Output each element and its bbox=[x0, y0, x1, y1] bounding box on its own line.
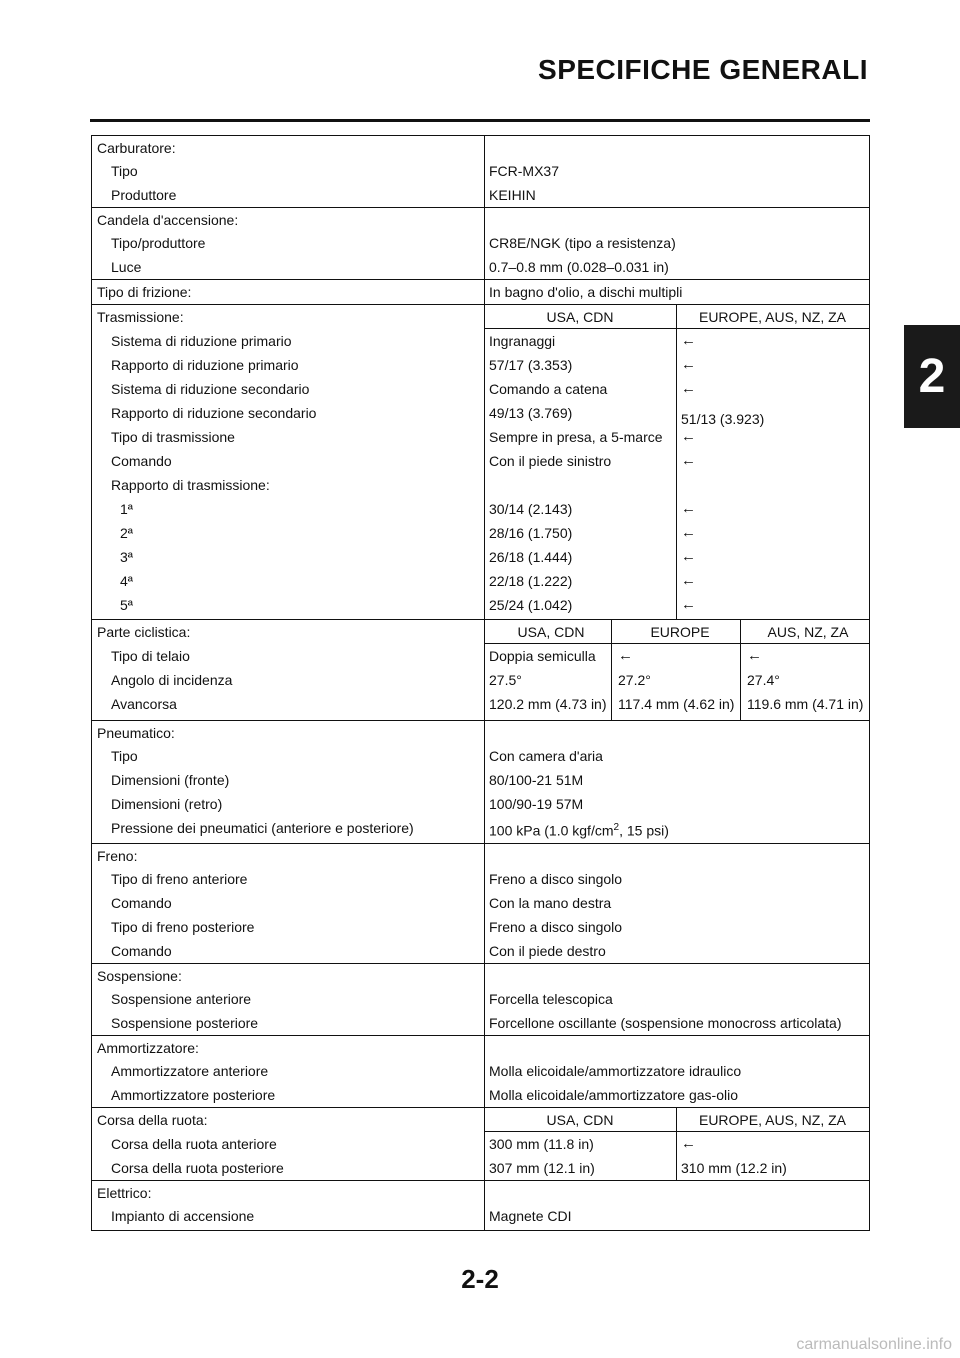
same-as-left-arrow: ← bbox=[681, 500, 696, 517]
same-as-left-arrow: ← bbox=[747, 647, 762, 664]
column-header: EUROPE, AUS, NZ, ZA bbox=[698, 309, 847, 325]
column-header: USA, CDN bbox=[546, 309, 614, 325]
spec-value: 307 mm (12.1 in) bbox=[489, 1159, 595, 1176]
same-as-left-arrow: ← bbox=[681, 1134, 696, 1152]
gear-label: 2ª bbox=[120, 525, 133, 541]
section-ammortizzatore bbox=[91, 1036, 870, 1108]
section-label: Corsa della ruota: bbox=[97, 1111, 208, 1128]
section-trasmissione bbox=[91, 305, 870, 620]
spec-label: Dimensioni (retro) bbox=[111, 796, 223, 812]
spec-label: Tipo di trasmissione bbox=[111, 429, 235, 445]
section-sospensione bbox=[91, 964, 870, 1036]
spec-label: Tipo bbox=[111, 163, 138, 179]
spec-value: KEIHIN bbox=[489, 187, 536, 203]
spec-value: Sempre in presa, a 5-marce bbox=[489, 429, 663, 445]
spec-value bbox=[484, 477, 676, 493]
spec-label: Rapporto di trasmissione: bbox=[111, 477, 270, 493]
column-header: AUS, NZ, ZA bbox=[767, 624, 849, 640]
spec-value: Con il piede destro bbox=[489, 942, 606, 959]
spec-value: Magnete CDI bbox=[489, 1207, 572, 1224]
spec-value: Ingranaggi bbox=[489, 333, 556, 349]
same-as-left-arrow: ← bbox=[681, 596, 696, 613]
section-freno bbox=[91, 844, 870, 964]
spec-label: Corsa della ruota posteriore bbox=[111, 1159, 284, 1176]
spec-value: 80/100-21 51M bbox=[489, 772, 584, 788]
section-elettrico bbox=[91, 1181, 870, 1231]
page-title: SPECIFICHE GENERALI bbox=[538, 54, 868, 85]
section-label: Trasmissione: bbox=[97, 309, 184, 325]
same-as-left-arrow: ← bbox=[681, 548, 696, 565]
same-as-left-arrow: ← bbox=[618, 647, 633, 664]
spec-label: Produttore bbox=[111, 187, 177, 203]
spec-value: 27.2° bbox=[618, 672, 651, 688]
section-label: Freno: bbox=[97, 847, 138, 864]
spec-value: FCR-MX37 bbox=[489, 163, 560, 179]
spec-label: Rapporto di riduzione secondario bbox=[111, 405, 317, 421]
spec-value: 57/17 (3.353) bbox=[489, 357, 573, 373]
spec-value bbox=[676, 477, 869, 493]
gear-label: 5ª bbox=[120, 597, 133, 613]
spec-value: 51/13 (3.923) bbox=[681, 411, 765, 427]
section-label: Candela d'accensione: bbox=[97, 212, 239, 228]
column-header: EUROPE bbox=[650, 624, 710, 640]
spec-label: Tipo/produttore bbox=[111, 235, 206, 251]
spec-value: Con la mano destra bbox=[489, 894, 612, 911]
section-label: Tipo di frizione: bbox=[97, 284, 192, 300]
same-as-left-arrow: ← bbox=[681, 452, 696, 469]
header-rule bbox=[90, 119, 870, 122]
spec-value: 49/13 (3.769) bbox=[489, 405, 573, 421]
spec-label: Corsa della ruota anteriore bbox=[111, 1135, 277, 1152]
spec-label: Comando bbox=[111, 942, 172, 959]
section-label: Elettrico: bbox=[97, 1184, 152, 1201]
spec-value: In bagno d'olio, a dischi multipli bbox=[489, 284, 683, 300]
spec-label: Tipo di freno posteriore bbox=[111, 918, 255, 935]
spec-value: 300 mm (11.8 in) bbox=[489, 1135, 594, 1152]
section-frizione bbox=[91, 280, 870, 305]
spec-label: Sospensione anteriore bbox=[111, 990, 252, 1007]
spec-label: Tipo di telaio bbox=[111, 648, 190, 664]
spec-label: Avancorsa bbox=[111, 696, 177, 712]
spec-value: Doppia semiculla bbox=[489, 648, 596, 664]
spec-label: Sistema di riduzione primario bbox=[111, 333, 292, 349]
same-as-left-arrow: ← bbox=[681, 332, 696, 349]
gear-label: 1ª bbox=[120, 501, 133, 517]
spec-label: Luce bbox=[111, 259, 142, 275]
column-header: EUROPE, AUS, NZ, ZA bbox=[698, 1111, 847, 1128]
gear-label: 3ª bbox=[120, 549, 133, 565]
spec-value: 0.7–0.8 mm (0.028–0.031 in) bbox=[489, 259, 669, 275]
watermark: carmanualsonline.info bbox=[796, 1336, 952, 1353]
gear-ratio: 28/16 (1.750) bbox=[489, 525, 573, 541]
same-as-left-arrow: ← bbox=[681, 356, 696, 373]
spec-label: Pressione dei pneumatici (anteriore e posteriore) bbox=[111, 820, 414, 836]
gear-ratio: 30/14 (2.143) bbox=[489, 501, 573, 517]
section-label: Ammortizzatore: bbox=[97, 1039, 199, 1056]
section-candela bbox=[91, 208, 870, 280]
section-label: Pneumatico: bbox=[97, 725, 175, 741]
column-header: USA, CDN bbox=[517, 624, 585, 640]
same-as-left-arrow: ← bbox=[681, 524, 696, 541]
section-label: Sospensione: bbox=[97, 967, 182, 984]
spec-label: Rapporto di riduzione primario bbox=[111, 357, 299, 373]
spec-label: Ammortizzatore anteriore bbox=[111, 1062, 269, 1079]
column-header: USA, CDN bbox=[546, 1111, 614, 1128]
page-number: 2-2 bbox=[461, 1264, 499, 1294]
spec-value: 310 mm (12.2 in) bbox=[681, 1159, 787, 1176]
spec-value: 117.4 mm (4.62 in) bbox=[618, 696, 735, 712]
gear-ratio: 25/24 (1.042) bbox=[489, 597, 573, 613]
spec-value: Forcellone oscillante (sospensione monocross articolata) bbox=[489, 1014, 842, 1031]
spec-label: Tipo bbox=[111, 748, 138, 764]
spec-value: 119.6 mm (4.71 in) bbox=[747, 696, 864, 712]
section-label: Carburatore: bbox=[97, 140, 176, 156]
spec-value: Molla elicoidale/ammortizzatore idraulico bbox=[489, 1062, 742, 1079]
spec-value: Comando a catena bbox=[489, 381, 608, 397]
spec-value: Molla elicoidale/ammortizzatore gas-olio bbox=[489, 1086, 738, 1103]
spec-value: 100/90-19 57M bbox=[489, 796, 584, 812]
spec-value: Forcella telescopica bbox=[489, 990, 613, 1007]
spec-label: Comando bbox=[111, 894, 172, 911]
gear-ratio: 26/18 (1.444) bbox=[489, 549, 573, 565]
section-label: Parte ciclistica: bbox=[97, 624, 191, 640]
gear-ratio: 22/18 (1.222) bbox=[489, 573, 573, 589]
same-as-left-arrow: ← bbox=[681, 428, 696, 445]
section-ciclistica bbox=[91, 620, 870, 721]
section-pneumatico bbox=[91, 721, 870, 844]
spec-value: Freno a disco singolo bbox=[489, 870, 623, 887]
same-as-left-arrow: ← bbox=[681, 380, 696, 397]
spec-value: Con il piede sinistro bbox=[489, 453, 612, 469]
spec-value: CR8E/NGK (tipo a resistenza) bbox=[489, 235, 676, 251]
spec-label: Impianto di accensione bbox=[111, 1207, 255, 1224]
spec-value: 100 kPa (1.0 kgf/$cm^2$, 15 psi) bbox=[489, 822, 669, 839]
spec-label: Tipo di freno anteriore bbox=[111, 870, 248, 887]
spec-label: Comando bbox=[111, 453, 172, 469]
spec-label: Dimensioni (fronte) bbox=[111, 772, 230, 788]
spec-label: Sospensione posteriore bbox=[111, 1014, 259, 1031]
same-as-left-arrow: ← bbox=[681, 572, 696, 589]
spec-value: 120.2 mm (4.73 in) bbox=[489, 696, 607, 712]
section-corsa bbox=[91, 1108, 870, 1181]
spec-label: Angolo di incidenza bbox=[111, 672, 233, 688]
gear-label: 4ª bbox=[120, 573, 133, 589]
chapter-tab: 2 bbox=[904, 325, 960, 428]
spec-label: Sistema di riduzione secondario bbox=[111, 381, 310, 397]
spec-value: 27.5° bbox=[489, 672, 522, 688]
spec-value: Con camera d'aria bbox=[489, 748, 603, 764]
spec-table bbox=[91, 135, 870, 1231]
spec-value: 27.4° bbox=[747, 672, 780, 688]
spec-value: Freno a disco singolo bbox=[489, 918, 623, 935]
spec-label: Ammortizzatore posteriore bbox=[111, 1086, 276, 1103]
section-carburatore bbox=[91, 135, 870, 208]
